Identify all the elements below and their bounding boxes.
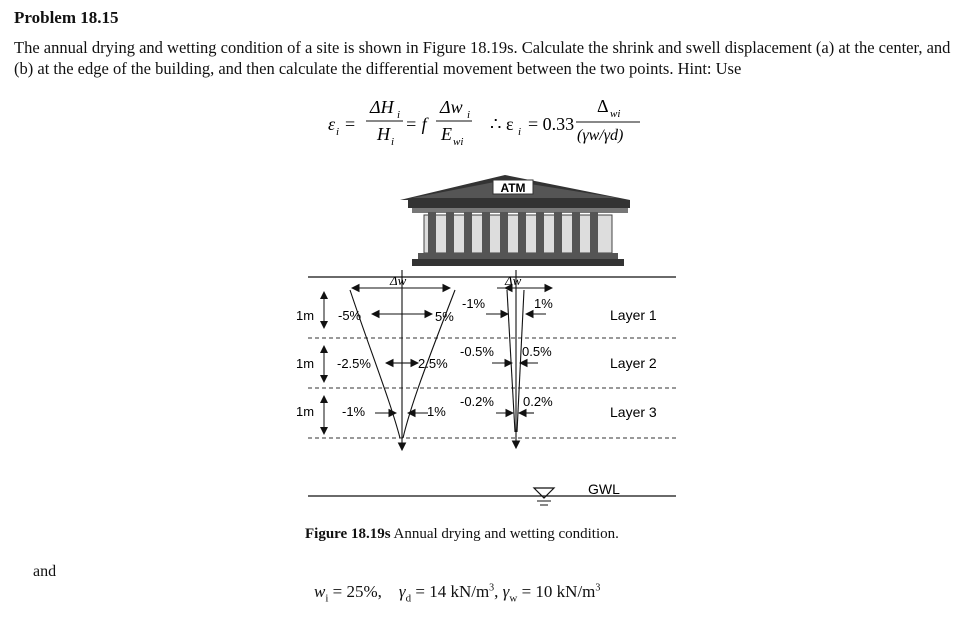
gwl-label: GWL <box>588 481 620 497</box>
given-w-val: = 25%, <box>328 582 382 601</box>
eq-lhs-sub: i <box>336 126 340 138</box>
eq-frac1-den-sub: i <box>391 136 395 148</box>
eq-frac3-num-sub: wi <box>610 108 621 120</box>
edge-left-3: -1% <box>342 404 366 419</box>
problem-statement: The annual drying and wetting condition of a site is shown in Figure 18.19s. Calculate the shrink and swell displacement (a) at the center, and (b) at the edge of the building, and then calculate the differential movement between the two points. Hint: Use <box>14 38 951 78</box>
eq-therefore-sub: i <box>518 126 522 138</box>
problem-title: Problem 18.15 <box>14 8 119 27</box>
center-left-1: -1% <box>462 296 486 311</box>
eq-frac3-den: (γw/γd) <box>577 127 624 144</box>
center-right-1: 1% <box>534 296 553 311</box>
eq-frac2-den-sub: wi <box>453 136 464 148</box>
eq-frac2-den: E <box>441 124 452 144</box>
given-gd-exp: 3 <box>489 582 495 594</box>
eq-mid: = f <box>405 114 427 134</box>
eq-lhs: ε <box>328 114 336 134</box>
caption-text: Annual drying and wetting condition. <box>393 526 619 542</box>
eq-frac1-num: ΔH <box>370 97 394 117</box>
center-left-3: -0.2% <box>460 394 494 409</box>
and-text: and <box>33 563 57 580</box>
center-right-3: 0.2% <box>523 394 553 409</box>
given-w-sub: i <box>325 592 329 605</box>
eq-therefore: ∴ ε <box>490 114 514 134</box>
given-gd-var: γ <box>398 582 406 601</box>
center-right-2: 0.5% <box>522 344 552 359</box>
edge-right-1: 5% <box>435 309 454 324</box>
edge-left-1: -5% <box>338 308 362 323</box>
hint-equation <box>300 95 700 155</box>
center-left-2: -0.5% <box>460 344 494 359</box>
figure-caption <box>305 526 619 543</box>
eq-frac1-den: H <box>377 124 390 144</box>
layer-2-label: Layer 2 <box>610 355 657 371</box>
given-gw-var: γ <box>502 582 510 601</box>
caption-label: Figure 18.19s <box>305 526 391 542</box>
layer-3-label: Layer 3 <box>610 404 657 420</box>
figure-drying-wetting <box>296 170 690 520</box>
eq-frac1-num-sub: i <box>397 109 401 121</box>
edge-left-2: -2.5% <box>337 356 371 371</box>
given-gw-sub: w <box>509 592 518 605</box>
eq-frac2-num: Δw <box>440 97 463 117</box>
building-illustration <box>400 175 630 266</box>
center-delta-w: Δw <box>505 273 522 288</box>
given-values: $w_i = 25\%$, $\gamma_d = 14$ $kN/m^3$, $\gamma_w = 10$ $kN/m^3$ <box>314 582 601 605</box>
depth-label-2: 1m <box>296 356 315 371</box>
edge-right-3: 1% <box>427 404 446 419</box>
given-gw-exp: 3 <box>595 582 601 594</box>
eq-frac2-num-sub: i <box>467 109 471 121</box>
atm-sign-text: ATM <box>500 181 526 195</box>
depth-label-3: 1m <box>296 404 315 419</box>
edge-delta-w: Δw <box>390 273 407 288</box>
given-gd-sub: d <box>405 592 412 605</box>
depth-label-1: 1m <box>296 308 315 323</box>
eq-frac3-num: Δ <box>597 96 609 116</box>
given-gw-val: = 10 kN/m <box>517 582 596 601</box>
given-w-var: w <box>314 582 326 601</box>
layer-1-label: Layer 1 <box>610 307 657 323</box>
svg-text:=: = <box>345 114 356 134</box>
given-gd-val: = 14 kN/m <box>411 582 490 601</box>
eq-coef: = 0.33 <box>528 114 575 134</box>
edge-right-2: 2.5% <box>418 356 448 371</box>
